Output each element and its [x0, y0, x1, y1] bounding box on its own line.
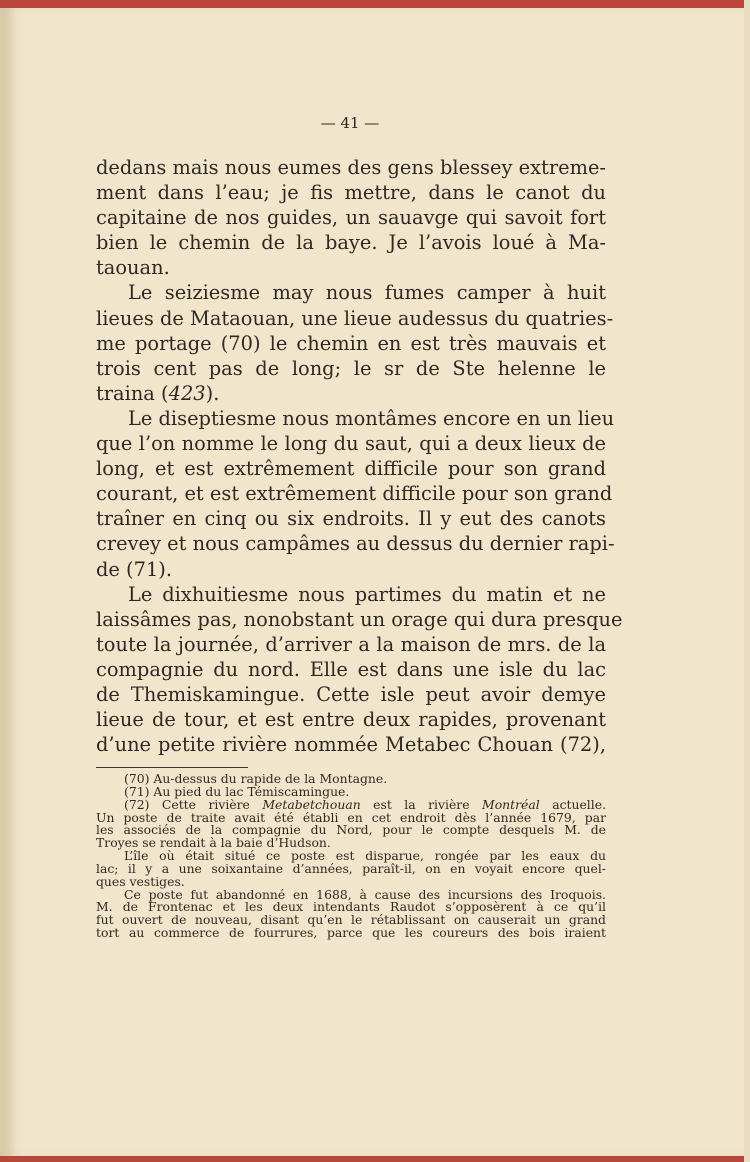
- footnotes: [96, 773, 606, 940]
- text-line: de (71).: [96, 557, 173, 581]
- page-number: — 41 —: [320, 114, 380, 132]
- text-line: d’une petite rivière nommée Metabec Chouan (72),: [96, 733, 606, 757]
- text-line: bien le chemin de la baye. Je l’avois loué à Ma-: [96, 231, 606, 255]
- italic-river-name: Montréal: [482, 796, 540, 812]
- footnote-line: fut ouvert de nouveau, disant qu’en le rétablissant on causerait un grand: [96, 912, 606, 928]
- text-line: laissâmes pas, nonobstant un orage qui dura presque: [96, 607, 623, 631]
- text-line: traîner en cinq ou six endroits. Il y eut des canots: [96, 507, 606, 531]
- footnote-line: les associés de la compagnie du Nord, pour le compte desquels M. de: [96, 822, 606, 838]
- footnote-line: lac; il y a une soixantaine d’années, paraît-il, on en voyait encore quel-: [96, 860, 606, 876]
- text-line: lieue de tour, et est entre deux rapides, provenant: [96, 708, 606, 732]
- italic-river-name: Metabetchouan: [262, 796, 361, 812]
- footnote-line: Un poste de traite avait été établi en cet endroit dès l’année 1679, par: [96, 809, 606, 825]
- footnote-line: ques vestiges.: [96, 873, 185, 889]
- footnote-line: M. de Frontenac et les deux intendants Raudot s’opposèrent à ce qu’il: [96, 899, 606, 915]
- text-line: compagnie du nord. Elle est dans une isle du lac: [96, 657, 606, 681]
- page-binding-shadow: [0, 8, 16, 1156]
- main-text: [96, 155, 623, 757]
- text-fragment: (72) Cette rivière: [124, 796, 263, 812]
- text-line: lieues de Mataouan, une lieue audessus du quatries-: [96, 306, 614, 330]
- text-line: crevey et nous campâmes au dessus du dernier rapi-: [96, 532, 615, 556]
- text-line: Le diseptiesme nous montâmes encore en un lieu: [128, 406, 615, 430]
- footnote-line: tort au commerce de fourrures, parce que les coureurs des bois iraient: [96, 925, 606, 941]
- footnote-line: Troyes se rendait à la baie d’Hudson.: [96, 835, 331, 851]
- italic-page-ref: 423: [168, 381, 206, 405]
- text-line: dedans mais nous eumes des gens blessey extreme-: [96, 156, 606, 179]
- text-line: me portage (70) le chemin en est très mauvais et: [96, 331, 606, 355]
- footnote-70: (70) Au-dessus du rapide de la Montagne.: [124, 771, 388, 786]
- text-fragment: ).: [205, 381, 220, 405]
- text-fragment: actuelle.: [539, 796, 607, 812]
- text-line: que l’on nomme le long du saut, qui a deux lieux de: [96, 432, 606, 456]
- page-edge: [744, 0, 750, 1162]
- text-line: trois cent pas de long; le sr de Ste helenne le: [96, 356, 606, 380]
- footnote-rule: [96, 767, 248, 768]
- footnote-line: Ce poste fut abandonné en 1688, à cause des incursions des Iroquois.: [124, 886, 606, 902]
- text-line: capitaine de nos guides, un sauavge qui savoit fort: [96, 206, 606, 230]
- text-line: Le dixhuitiesme nous partimes du matin et ne: [128, 582, 606, 606]
- text-line: long, et est extrêmement difficile pour son grand: [96, 457, 606, 481]
- text-line: de Themiskamingue. Cette isle peut avoir demye: [96, 682, 606, 706]
- text-line: toute la journée, d’arriver a la maison de mrs. de la: [96, 632, 606, 656]
- text-line: ment dans l’eau; je fis mettre, dans le canot du: [96, 181, 606, 205]
- text-fragment: traina (: [96, 381, 169, 405]
- footnote-line: L’île où était situé ce poste est disparue, rongée par les eaux du: [124, 848, 606, 864]
- text-line: Le seiziesme may nous fumes camper à huit: [128, 281, 606, 305]
- text-fragment: est la rivière: [360, 796, 483, 812]
- text-line: taouan.: [96, 256, 170, 280]
- text-line: courant, et est extrêmement difficile pour son grand: [96, 482, 613, 506]
- footnote-71: (71) Au pied du lac Témiscamingue.: [124, 783, 350, 799]
- text-line: [96, 381, 606, 406]
